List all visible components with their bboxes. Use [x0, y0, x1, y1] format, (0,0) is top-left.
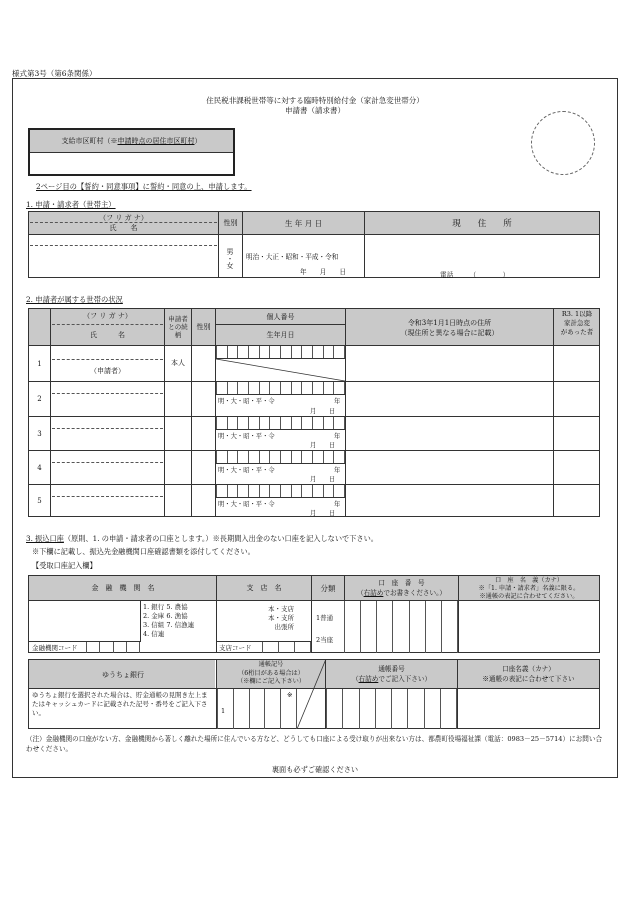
bank-code-label: 金融機関コード	[32, 644, 78, 652]
s2-row-number: 2	[37, 395, 42, 403]
s2-r3-label: R3. 1以降 家計急変 があった者	[560, 310, 594, 336]
s2-row-number: 5	[37, 497, 42, 505]
s2-mynumber-cells[interactable]	[216, 382, 345, 394]
yucho-holder-label: 口座名義（カナ） ※通帳の表記に合わせて下さい	[482, 665, 575, 683]
s2-address-label: 令和3年1月1日時点の住所 （現住所と異なる場合に記載）	[400, 319, 499, 337]
bank-name-label: 金 融 機 関 名	[91, 584, 155, 592]
bank-type-options[interactable]: 1. 銀行 5. 農協 2. 金庫 6. 漁協 3. 信組 7. 信漁連 4. 信連	[143, 603, 195, 638]
yucho-note: ゆうちょ銀行を選択された場合は、貯金通帳の見開き左上またはキャッシュカードに記載された記号・番号をご記入下さい。	[32, 691, 208, 717]
municipality-box	[28, 128, 235, 176]
bank-name-field[interactable]	[30, 602, 138, 640]
yucho-symbol-label: 通帳記号 （6桁目がある場合は） （※欄にご記入下さい）	[236, 661, 306, 685]
municipality-label: 支給市区町村（※ 申請時点の居住市区町村 ）	[30, 130, 233, 153]
section3-note1: ※下欄に記載し、振込先金融機関口座確認書類を添付してください。	[32, 547, 255, 556]
s2-monthday: 月 日	[310, 408, 336, 415]
seal-circle	[531, 111, 595, 175]
s1-phone[interactable]: 電話 （ ）	[440, 271, 510, 279]
s2-relation-label: 申請者との続柄	[168, 315, 188, 339]
s1-address-field[interactable]	[365, 235, 599, 267]
form-title: 住民税非課税世帯等に対する臨時特別給付金（家計急変世帯分）	[206, 96, 424, 105]
footer-note: （注）金融機関の口座がない方、金融機関から著しく離れた場所に住んでいる方など、どうしても口座による受け取りが出来ない方は、都農町役場福祉課（電話：0983－25－5714）にお問い合わせください。	[26, 735, 603, 753]
section1-title: 1. 申請・請求者（世帯主）	[26, 200, 116, 209]
form-subtitle: 申請書（請求書）	[285, 106, 345, 115]
s2-era[interactable]: 明・大・昭・平・令	[218, 467, 275, 474]
yucho-strike	[297, 659, 326, 729]
s1-name-label: 氏 名	[109, 224, 138, 232]
section3-title: 3. 振込口座（原則、1. の申請・請求者の口座とします。）※長期間入出金のない口座を記入しないで下さい。	[26, 534, 378, 543]
s2-rows-2-5	[28, 382, 600, 517]
section2-title: 2. 申請者が属する世帯の状況	[26, 295, 123, 304]
yucho-symbol-digit: 1	[221, 707, 226, 715]
s2-monthday: 月 日	[310, 510, 336, 517]
back-note: 裏面も必ずご確認ください	[271, 765, 359, 774]
branch-type-options[interactable]: 本・支店 本・支所 出張所	[268, 605, 294, 631]
s2-name-label: 氏 名	[90, 331, 125, 339]
acct-type-ordinary[interactable]: 1普通	[316, 614, 334, 622]
s2-row-number: 3	[37, 429, 42, 438]
s2-mynumber-cells[interactable]	[216, 451, 345, 463]
consent-text: 2ページ目の【誓約・同意事項】に誓約・同意の上、申請します。	[36, 182, 252, 191]
branch-code-cells[interactable]	[262, 642, 311, 653]
s2-monthday: 月 日	[310, 476, 336, 483]
branch-code-label: 支店コード	[219, 644, 252, 652]
bank-code-cells[interactable]	[86, 642, 140, 653]
s2-dob-label: 生年月日	[266, 331, 295, 339]
s1-address-label: 現 住 所	[452, 219, 512, 229]
section3-note2: 【受取口座記入欄】	[32, 561, 97, 570]
account-holder-label: 口 座 名 義（カナ） ※「1. 申請・請求者」名義に限る。 ※通帳の表記に合わせてください。	[478, 577, 580, 600]
s1-ymd[interactable]: 年 月 日	[300, 268, 347, 276]
s2-row-number: 4	[37, 463, 42, 472]
s1-era-options[interactable]: 明治・大正・昭和・平成・令和	[246, 253, 339, 261]
s2-era[interactable]: 明・大・昭・平・令	[218, 433, 275, 440]
account-type-label: 分類	[320, 583, 336, 593]
s2-applicant-tag: （申請者）	[90, 367, 125, 375]
s2-era[interactable]: 明・大・昭・平・令	[218, 501, 275, 508]
s2-furigana-label: （フ リ ガ ナ）	[83, 312, 132, 320]
s2-mynumber-cells[interactable]	[216, 417, 345, 429]
branch-name-label: 支 店 名	[246, 584, 282, 592]
account-number-label: 口 座 番 号 （右詰めでお書きください。）	[356, 579, 446, 597]
s1-furigana-label: （フ リ ガ ナ）	[99, 213, 148, 222]
s2-year: 年	[334, 433, 341, 440]
s2-year: 年	[334, 467, 341, 474]
s1-sex-options[interactable]: 男・女	[226, 247, 234, 269]
s2-mynumber-cells[interactable]	[216, 485, 345, 497]
municipality-field[interactable]	[30, 153, 233, 175]
s2-mynumber-cells[interactable]	[216, 346, 345, 358]
s2-row1-strike	[216, 359, 345, 381]
s2-sex-label: 性別	[196, 323, 211, 331]
yucho-number-cells[interactable]	[326, 689, 457, 729]
s2-year: 年	[334, 398, 341, 405]
s2-year: 年	[334, 501, 341, 508]
yucho-number-label: 通帳番号 （右詰めでご記入下さい）	[351, 665, 432, 683]
yucho-label: ゆうちょ銀行	[102, 670, 144, 679]
s1-sex-label: 性別	[223, 219, 238, 227]
s2-monthday: 月 日	[310, 442, 336, 449]
s2-era[interactable]: 明・大・昭・平・令	[218, 398, 275, 405]
branch-name-field[interactable]	[217, 602, 267, 640]
account-number-cells[interactable]	[344, 601, 458, 653]
s1-name-field[interactable]	[30, 246, 217, 276]
s2-row-number: 1	[37, 359, 42, 368]
form-id: 様式第3号（第6条関係）	[12, 69, 97, 78]
account-holder-field[interactable]	[459, 602, 599, 652]
yucho-symbol-cells[interactable]	[217, 689, 297, 729]
acct-type-checking[interactable]: 2当座	[316, 636, 334, 644]
s2-mynumber-label: 個人番号	[266, 312, 295, 321]
yucho-kome: ※	[287, 691, 293, 699]
yucho-holder-field[interactable]	[459, 690, 599, 728]
s1-dob-label: 生 年 月 日	[284, 218, 323, 228]
s2-self-label: 本人	[171, 359, 185, 367]
